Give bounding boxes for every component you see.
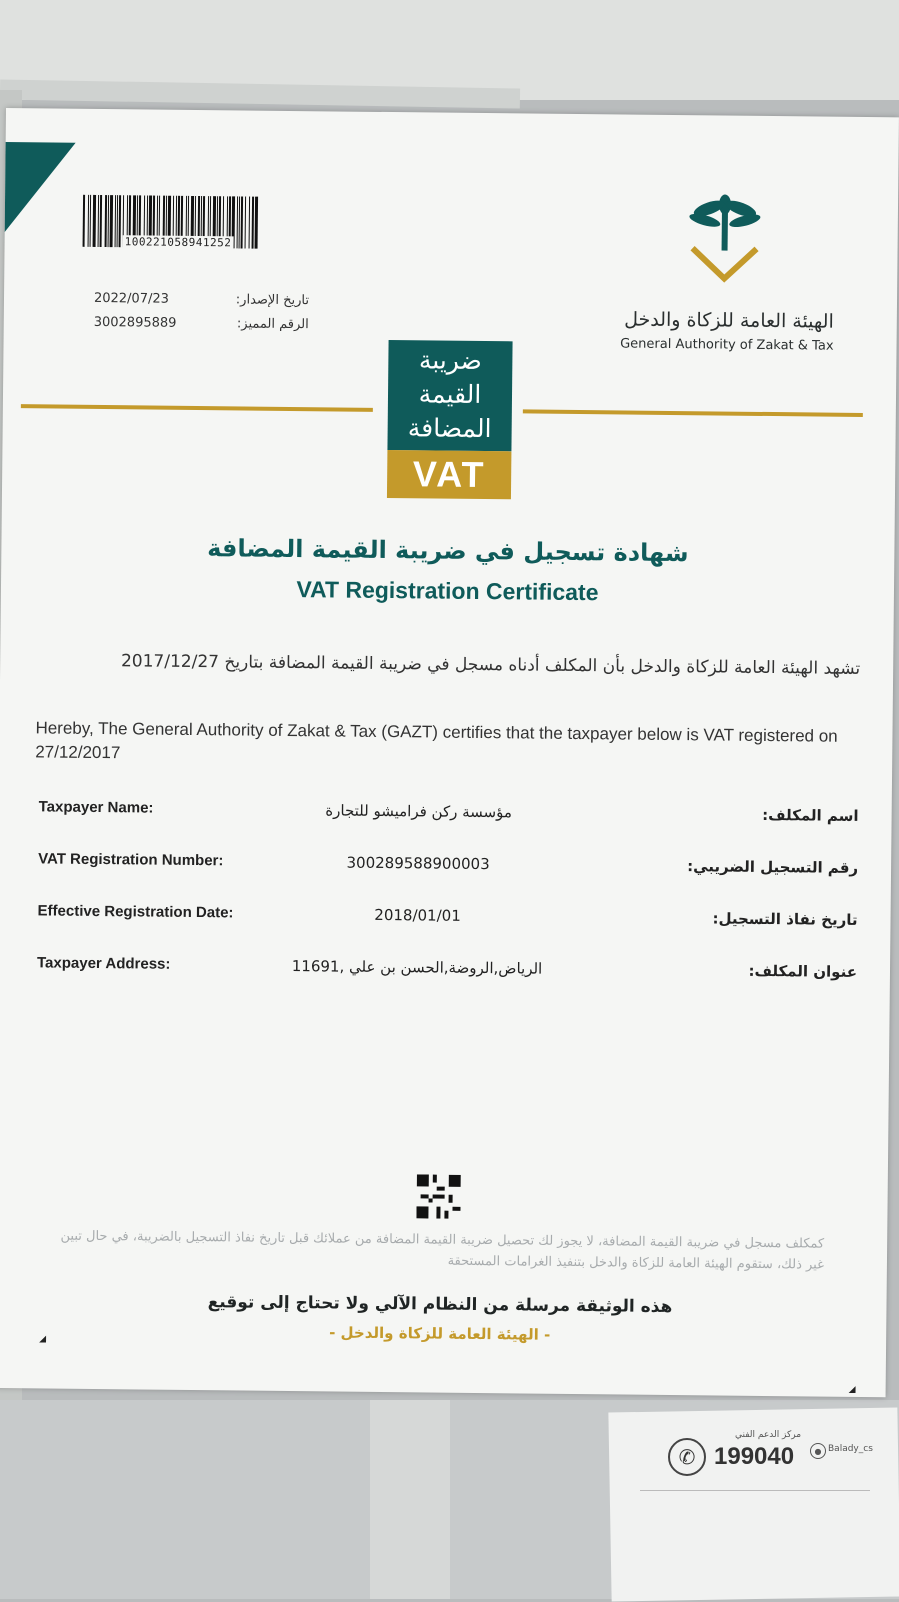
barcode-bar bbox=[249, 197, 251, 249]
barcode-number: 100221058941252 bbox=[124, 235, 232, 250]
vat-certificate bbox=[0, 108, 899, 1397]
certify-text-ar: تشهد الهيئة العامة للزكاة والدخل بأن المكلف أدناه مسجل في ضريبة القيمة المضافة بتاريخ 2017/12/27 bbox=[120, 651, 861, 679]
field-row bbox=[37, 902, 857, 963]
twitter-handle: Balady_cs bbox=[828, 1444, 873, 1454]
sticker-divider bbox=[640, 1490, 870, 1491]
taxpayer-address-value: الرياض,الروضة,الحسن بن علي ,11691 bbox=[291, 957, 543, 978]
field-label-ar: عنوان المكلف: bbox=[748, 961, 858, 981]
barcode-bar bbox=[90, 195, 92, 247]
issue-date-label: تاريخ الإصدار: bbox=[235, 292, 310, 309]
gold-divider-right bbox=[523, 409, 863, 417]
barcode-bar bbox=[100, 195, 103, 247]
field-label-en: Taxpayer Name: bbox=[38, 798, 154, 817]
barcode bbox=[82, 195, 305, 259]
taxpayer-fields bbox=[37, 798, 859, 1015]
barcode-bar bbox=[241, 196, 244, 248]
support-phone-number: 199040 bbox=[714, 1443, 795, 1470]
issue-meta bbox=[94, 291, 309, 341]
barcode-bar bbox=[83, 195, 86, 247]
background-tape-bottom bbox=[370, 1400, 450, 1599]
field-row bbox=[38, 798, 858, 859]
vat-badge-arabic bbox=[387, 340, 512, 451]
field-row bbox=[38, 850, 858, 911]
corner-mark: ◢ bbox=[39, 1334, 47, 1345]
field-label-ar: رقم التسجيل الضريبي: bbox=[687, 857, 859, 877]
title-en: VAT Registration Certificate bbox=[296, 576, 599, 606]
phone-icon: ✆ bbox=[668, 1438, 706, 1476]
gold-divider-left bbox=[21, 404, 373, 412]
palm-swords-logo-icon bbox=[684, 190, 765, 291]
corner-mark: ◢ bbox=[848, 1384, 856, 1395]
barcode-bar bbox=[119, 195, 122, 247]
support-label: مركز الدعم الفني bbox=[735, 1430, 802, 1440]
unique-number-label: الرقم المميز: bbox=[236, 316, 309, 333]
qr-code-icon bbox=[416, 1174, 460, 1218]
barcode-bar bbox=[110, 195, 114, 247]
twitter-icon: ● bbox=[810, 1443, 826, 1459]
field-row bbox=[37, 954, 857, 1015]
effective-date-value: 2018/01/01 bbox=[374, 905, 461, 925]
signature-note: هذه الوثيقة مرسلة من النظام الآلي ولا تحتاج إلى توقيع bbox=[207, 1292, 673, 1318]
certify-text-en: Hereby, The General Authority of Zakat & Tax (GAZT) certifies that the taxpayer below is VAT registered on 27/12/2017 bbox=[35, 718, 838, 763]
authority-name-ar: الهيئة العامة للزكاة والدخل bbox=[624, 308, 834, 333]
barcode-bar bbox=[255, 197, 259, 249]
vat-badge-line-1: ضريبة bbox=[418, 345, 483, 375]
issue-date: 2022/07/23 bbox=[93, 290, 170, 307]
barcode-bar bbox=[93, 195, 97, 247]
authority-name-en: General Authority of Zakat & Tax bbox=[620, 336, 834, 354]
unique-number: 3002895889 bbox=[93, 314, 177, 331]
field-label-en: Taxpayer Address: bbox=[36, 954, 171, 973]
field-label-ar: تاريخ نفاذ التسجيل: bbox=[712, 909, 858, 929]
vat-badge-en: VAT bbox=[387, 450, 511, 499]
vat-badge-line-3: المضافة bbox=[407, 413, 492, 444]
barcode-bar bbox=[245, 197, 247, 249]
taxpayer-name-value: مؤسسة ركن فراميشو للتجارة bbox=[325, 801, 513, 822]
field-label-ar: اسم المكلف: bbox=[762, 805, 859, 825]
field-label-en: VAT Registration Number: bbox=[38, 850, 224, 870]
vat-number-value: 300289588900003 bbox=[346, 853, 490, 874]
vat-badge bbox=[387, 340, 513, 501]
field-label-en: Effective Registration Date: bbox=[37, 902, 234, 922]
corner-decoration bbox=[5, 142, 76, 233]
vat-badge-line-2: القيمة bbox=[418, 379, 482, 409]
fine-print: كمكلف مسجل في ضريبة القيمة المضافة، لا يجوز لك تحصيل ضريبة القيمة المضافة من عملائك قبل تاريخ نفاذ التسجيل بالضريبة، في حال تبين غير ذلك، ستقوم الهيئة العامة للزكاة والدخل بتنفيذ الغرامات المستحقة bbox=[60, 1228, 825, 1273]
signature-authority: - الهيئة العامة للزكاة والدخل - bbox=[329, 1323, 551, 1344]
title-ar: شهادة تسجيل في ضريبة القيمة المضافة bbox=[207, 534, 689, 568]
